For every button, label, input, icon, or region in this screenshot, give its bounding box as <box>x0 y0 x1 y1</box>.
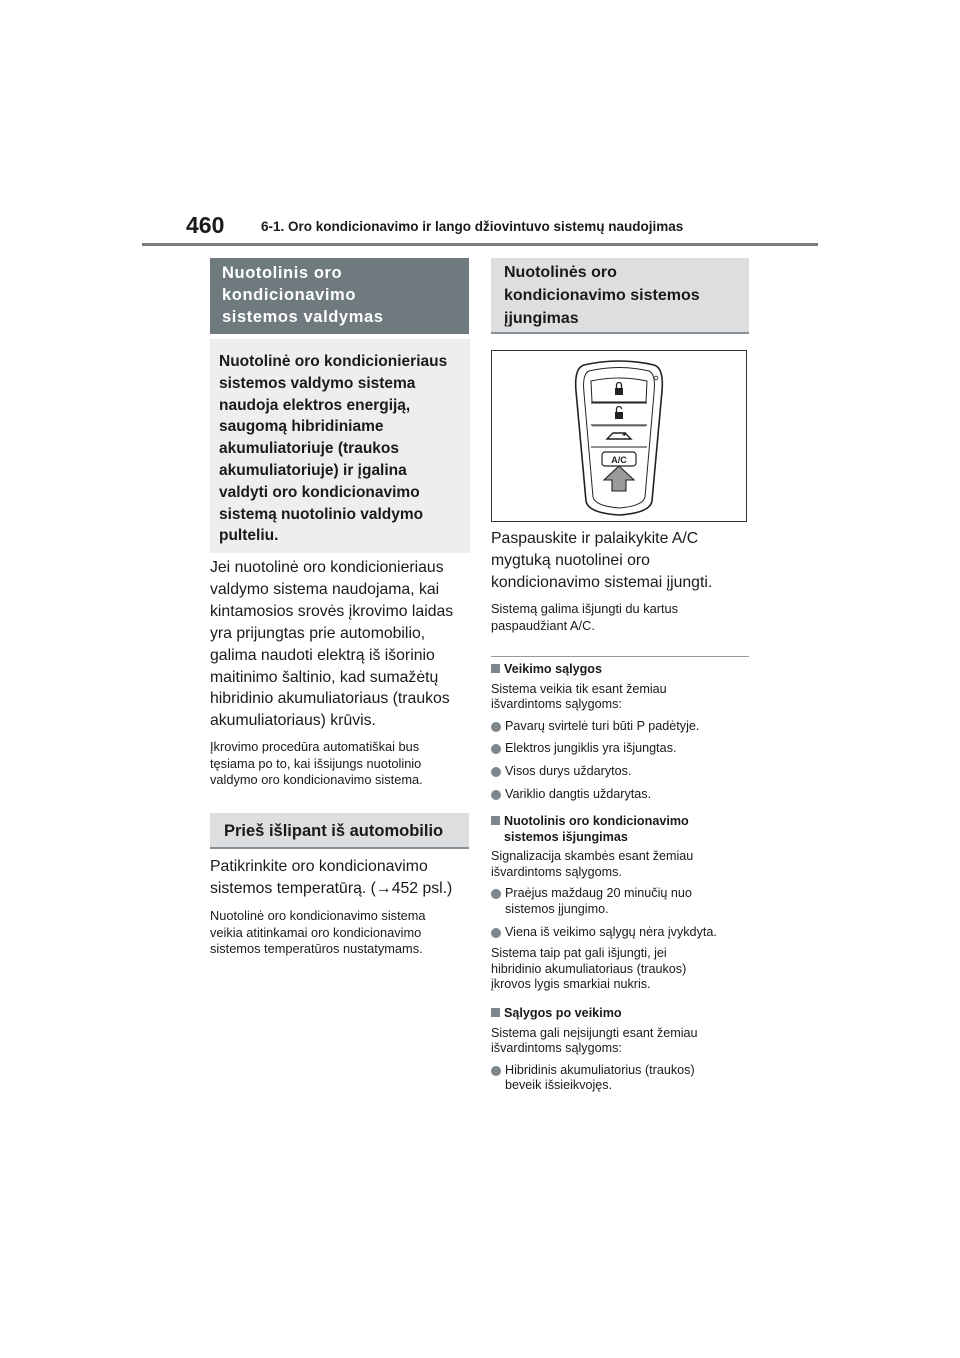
section-title <box>491 814 717 830</box>
section-text: hibridinio akumuliatoriaus (traukos) <box>491 961 687 976</box>
intro-line: pulteliu. <box>219 527 279 545</box>
heading-line: Nuotolinis oro <box>222 264 343 282</box>
key-fob-illustration <box>491 350 747 522</box>
chapter-title: 6-1. Oro kondicionavimo ir lango džiovintuvo sistemų naudojimas <box>261 219 684 234</box>
paragraph-line: kintamosios srovės įkrovimo laidas <box>210 602 454 620</box>
list-item-continuation <box>491 902 717 918</box>
square-bullet-icon <box>491 1008 500 1017</box>
section-divider <box>491 656 749 657</box>
section-title <box>491 1006 698 1022</box>
heading-line: kondicionavimo <box>222 286 357 304</box>
section-title-text: Veikimo sąlygos <box>504 662 603 676</box>
list-item-text: Pavarų svirtelė turi būti P padėtyje. <box>505 718 700 733</box>
heading-line: Nuotolinės oro <box>504 264 617 281</box>
list-item-text: Variklio dangtis uždarytas. <box>505 786 652 801</box>
section-title-text: Nuotolinis oro kondicionavimo <box>504 814 689 828</box>
paragraph-press-ac <box>491 528 712 594</box>
heading-line: sistemos valdymas <box>222 308 384 326</box>
section-text: išvardintoms sąlygoms. <box>491 864 622 879</box>
square-bullet-icon <box>491 816 500 825</box>
section-remote-ac-shutdown <box>491 814 717 993</box>
bullet-dot-icon <box>491 790 501 800</box>
paragraph-line: galima naudoti elektrą iš išorinio <box>210 646 435 664</box>
paragraph-line: sistemos temperatūrą. (→452 psl.) <box>210 879 453 897</box>
section-operating-conditions <box>491 662 699 802</box>
list-item <box>491 719 699 735</box>
list-item-text: Visos durys uždarytos. <box>505 763 632 778</box>
paragraph-line: maitinimo šaltinio, kad sumažėtų <box>210 668 439 686</box>
bullet-dot-icon <box>491 767 501 777</box>
section-text: išvardintoms sąlygoms: <box>491 1041 622 1056</box>
list-item-continuation <box>491 1078 698 1094</box>
section-heading-before-exit: Prieš išlipant iš automobilio <box>210 813 469 849</box>
section-title-text: Sąlygos po veikimo <box>504 1006 622 1020</box>
paragraph-line: akumuliatoriaus) krūvis. <box>210 712 376 730</box>
note-line: valdymo oro kondicionavimo sistema. <box>210 772 423 788</box>
bullet-dot-icon <box>491 722 501 732</box>
note-line: Įkrovimo procedūra automatiškai bus <box>210 739 420 754</box>
intro-line: valdyti oro kondicionavimo <box>219 483 420 501</box>
section-text: įkrovos lygis smarkiai nukris. <box>491 977 651 992</box>
list-item-text: beveik išsieikvojęs. <box>505 1078 613 1093</box>
intro-line: akumuliatoriuje) ir įgalina <box>219 461 407 479</box>
paragraph-line: Paspauskite ir palaikykite A/C <box>491 530 699 547</box>
note-line: paspaudžiant A/C. <box>491 617 595 633</box>
section-post-operation-conditions <box>491 1006 698 1094</box>
paragraph-line: valdymo sistema naudojama, kai <box>210 580 440 598</box>
intro-box <box>210 339 470 553</box>
bullet-dot-icon <box>491 1066 501 1076</box>
note-temperature <box>210 908 426 958</box>
section-title-text: sistemos išjungimas <box>504 829 628 844</box>
section-heading-remote-ac-activation <box>491 258 749 334</box>
bullet-dot-icon <box>491 744 501 754</box>
note-charging <box>210 739 423 789</box>
ac-button-label: A/C <box>611 455 627 465</box>
paragraph-line: kondicionavimo sistemai įjungti. <box>491 573 713 591</box>
intro-line: sistemą nuotolinio valdymo <box>219 505 424 523</box>
intro-line: Nuotolinė oro kondicionieriaus <box>219 353 448 370</box>
heading-line: kondicionavimo sistemos <box>504 287 700 304</box>
intro-line: naudoja elektros energiją, <box>219 396 411 414</box>
section-heading-remote-ac-control <box>210 258 469 334</box>
intro-line: akumuliatoriuje (traukos <box>219 440 400 458</box>
section-text: Signalizacija skambės esant žemiau <box>491 849 694 864</box>
list-item-text: Viena iš veikimo sąlygų nėra įvykdyta. <box>505 924 717 939</box>
list-item-text: Hibridinis akumuliatorius (traukos) <box>505 1062 695 1077</box>
section-text: Sistema taip pat gali išjungti, jei <box>491 946 667 961</box>
list-item <box>491 764 699 780</box>
list-item <box>491 787 699 803</box>
intro-line: sistemos valdymo sistema <box>219 374 416 392</box>
page-number: 460 <box>186 212 225 238</box>
header-divider <box>142 243 818 246</box>
paragraph-check-temperature <box>210 856 452 900</box>
list-item-text: sistemos įjungimo. <box>505 901 609 916</box>
list-item <box>491 1063 698 1079</box>
list-item <box>491 925 717 941</box>
list-item <box>491 741 699 757</box>
paragraph-line: hibridinio akumuliatoriaus (traukos <box>210 690 450 708</box>
note-line: Nuotolinė oro kondicionavimo sistema <box>210 908 426 923</box>
section-text: Sistema veikia tik esant žemiau <box>491 681 667 696</box>
list-item <box>491 886 717 902</box>
square-bullet-icon <box>491 664 500 673</box>
section-title <box>491 662 699 678</box>
list-item-text: Elektros jungiklis yra išjungtas. <box>505 741 677 756</box>
note-line: Sistemą galima išjungti du kartus <box>491 601 679 616</box>
bullet-dot-icon <box>491 889 501 899</box>
key-fob-icon <box>492 351 746 521</box>
bullet-dot-icon <box>491 928 501 938</box>
intro-line: saugomą hibridiniame <box>219 418 384 436</box>
list-item-text: Praėjus maždaug 20 minučių nuo <box>505 886 692 901</box>
paragraph-line: yra prijungtas prie automobilio, <box>210 624 426 642</box>
section-text: išvardintoms sąlygoms: <box>491 697 622 712</box>
note-line: veikia atitinkamai oro kondicionavimo <box>210 924 422 940</box>
paragraph-charging <box>210 557 453 732</box>
paragraph-line: Patikrinkite oro kondicionavimo <box>210 858 428 875</box>
paragraph-line: mygtuką nuotolinei oro <box>491 551 650 569</box>
note-line: sistemos temperatūros nustatymams. <box>210 941 423 957</box>
heading-line: įjungimas <box>504 310 579 327</box>
section-text: Sistema gali neįsijungti esant žemiau <box>491 1025 698 1040</box>
note-line: tęsiama po to, kai išsijungs nuotolinio <box>210 755 422 771</box>
paragraph-line: Jei nuotolinė oro kondicionieriaus <box>210 559 444 576</box>
note-turn-off <box>491 601 678 634</box>
